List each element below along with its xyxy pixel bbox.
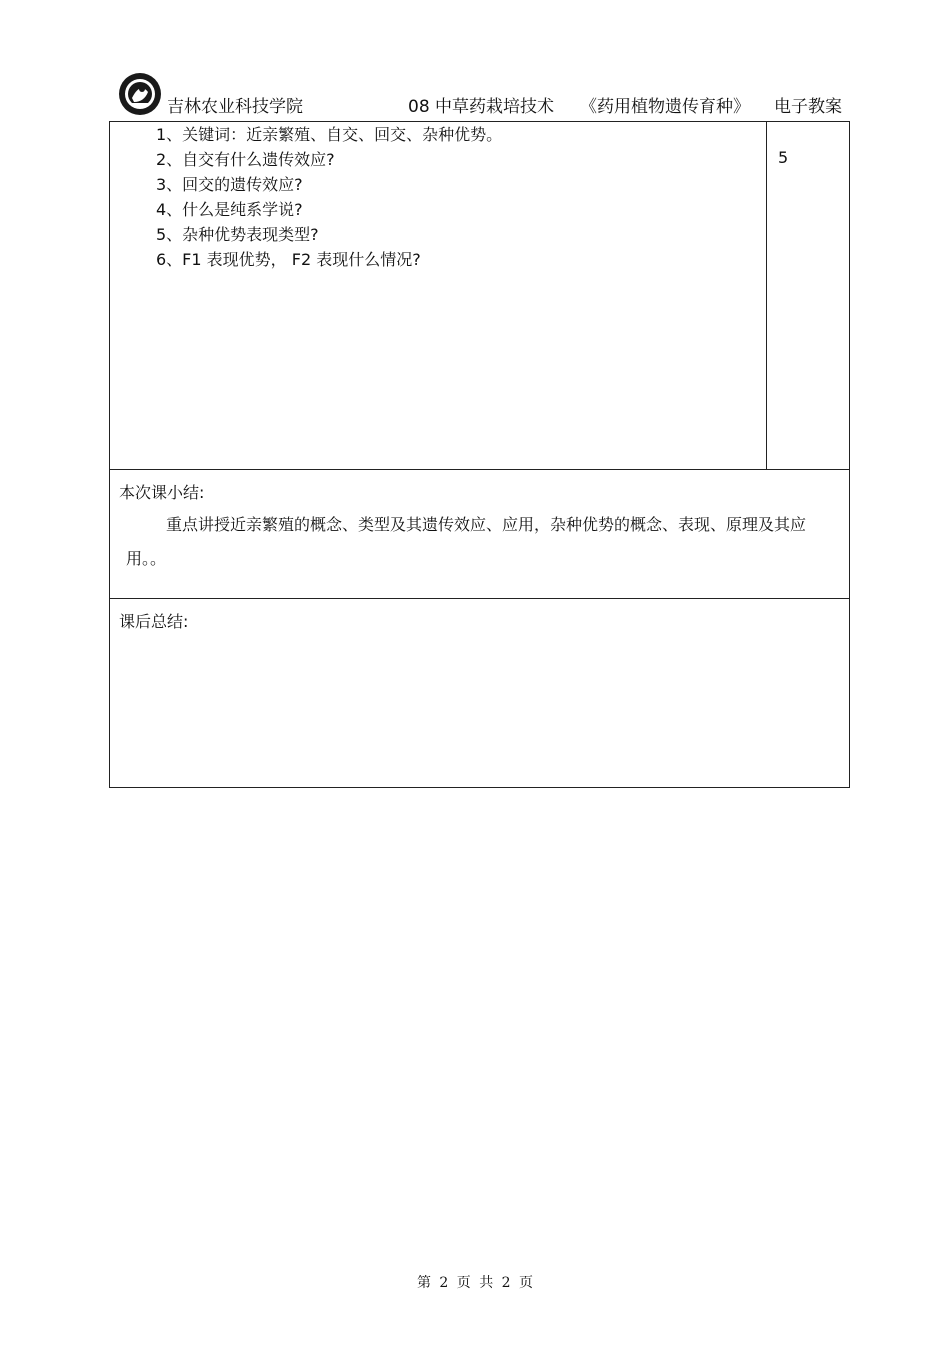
course-name: 08 中草药栽培技术 bbox=[408, 97, 555, 117]
question-item: 1、关键词：近亲繁殖、自交、回交、杂种优势。 bbox=[156, 125, 503, 144]
lesson-summary-row bbox=[110, 470, 849, 599]
question-item: 3、回交的遗传效应? bbox=[156, 175, 303, 194]
question-item: 5、杂种优势表现类型? bbox=[156, 225, 319, 244]
after-class-title: 课后总结: bbox=[119, 612, 189, 631]
lesson-summary-text: 重点讲授近亲繁殖的概念、类型及其遗传效应、应用，杂种优势的概念、表现、原理及其应用。。 bbox=[126, 515, 807, 568]
questions-cell bbox=[110, 122, 767, 469]
question-item: 4、什么是纯系学说? bbox=[156, 200, 303, 219]
lesson-plan-table bbox=[109, 121, 850, 788]
book-title: 《药用植物遗传育种》 bbox=[580, 97, 750, 117]
time-value: 5 bbox=[778, 148, 789, 167]
after-class-row bbox=[110, 599, 849, 787]
page-header bbox=[118, 72, 852, 120]
document-type: 电子教案 bbox=[774, 97, 842, 117]
lesson-summary-title: 本次课小结: bbox=[119, 483, 205, 502]
questions-row bbox=[110, 122, 849, 470]
question-list bbox=[156, 122, 502, 272]
question-item: 2、自交有什么遗传效应? bbox=[156, 150, 335, 169]
school-name: 吉林农业科技学院 bbox=[167, 97, 303, 117]
question-item: 6、F1 表现优势， F2 表现什么情况? bbox=[156, 250, 421, 269]
page-number: 第 2 页 共 2 页 bbox=[416, 1275, 534, 1291]
school-seal-logo bbox=[118, 72, 162, 116]
